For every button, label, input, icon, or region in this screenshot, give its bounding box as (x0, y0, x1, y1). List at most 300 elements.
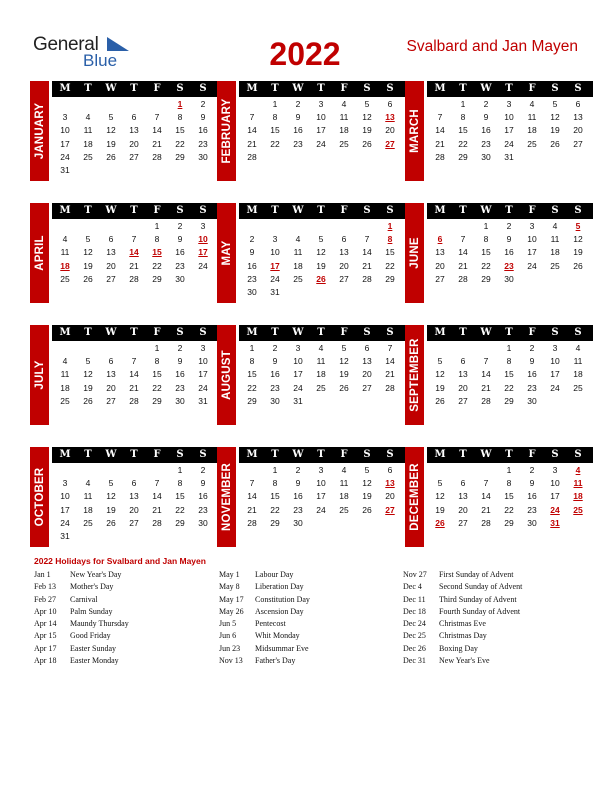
weekday-label: S (199, 83, 207, 94)
day-cell: 4 (552, 221, 558, 231)
weekday-label: F (340, 205, 348, 216)
day-cell: 25 (316, 382, 326, 393)
day-cell: 18 (83, 138, 93, 149)
day-cell: 7 (364, 234, 370, 245)
holiday-day-cell: 10 (198, 234, 208, 245)
weekday-label: F (340, 449, 348, 460)
holiday-day-cell: 15 (152, 247, 162, 258)
weekday-label: W (105, 449, 117, 460)
day-cell: 9 (249, 247, 255, 258)
day-cell: 1 (483, 221, 489, 231)
day-cell: 23 (175, 382, 185, 393)
day-cell: 9 (200, 478, 206, 489)
day-cell: 20 (362, 369, 372, 380)
day-cell: 4 (62, 356, 68, 367)
day-cell: 29 (504, 395, 514, 406)
day-cell: 19 (435, 382, 445, 393)
day-cell: 16 (198, 491, 208, 502)
day-cell: 4 (62, 234, 68, 245)
holiday-name: Father's Day (255, 656, 296, 666)
weekday-header (427, 447, 593, 463)
day-cell: 14 (152, 125, 162, 136)
weekday-label: M (434, 327, 446, 338)
day-cell: 9 (529, 478, 535, 489)
weekday-label: S (176, 327, 184, 338)
day-cell: 10 (293, 356, 303, 367)
day-cell: 10 (198, 356, 208, 367)
holiday-day-cell: 1 (387, 221, 393, 231)
month-label-bar (405, 81, 424, 181)
weekday-label: S (363, 205, 371, 216)
day-cell: 19 (362, 125, 372, 136)
holiday-date: Apr 14 (34, 619, 57, 629)
day-cell: 27 (106, 273, 116, 284)
day-cell: 5 (552, 99, 558, 109)
day-cell: 29 (247, 395, 257, 406)
day-cell: 27 (435, 273, 445, 284)
holiday-name: Constitution Day (255, 594, 310, 604)
day-cell: 21 (129, 382, 139, 393)
day-cell: 20 (106, 382, 116, 393)
holiday-name: Second Sunday of Advent (439, 582, 523, 592)
brand-subname: Blue (83, 51, 118, 70)
weekday-header (239, 447, 405, 463)
holiday-date: Dec 4 (403, 582, 422, 592)
day-cell: 25 (293, 273, 303, 284)
day-cell: 26 (83, 273, 93, 284)
day-cell: 21 (247, 504, 257, 515)
day-cell: 8 (272, 478, 278, 489)
day-cell: 18 (293, 260, 303, 271)
day-cell: 26 (362, 138, 372, 149)
weekday-header (427, 81, 593, 97)
holiday-name: New Year's Eve (439, 656, 490, 666)
day-cell: 3 (272, 234, 278, 245)
day-cell: 16 (270, 369, 280, 380)
holiday-day-cell: 17 (270, 260, 280, 271)
day-cell: 17 (198, 369, 208, 380)
day-cell: 11 (60, 369, 70, 380)
weekday-label: S (574, 449, 582, 460)
day-cell: 20 (129, 504, 139, 515)
day-cell: 31 (60, 165, 70, 175)
holiday-name: Midsummar Eve (255, 643, 309, 653)
day-cell: 30 (175, 273, 185, 284)
day-cell: 8 (506, 478, 512, 489)
day-cell: 15 (458, 125, 468, 136)
month-label-bar (405, 447, 424, 547)
weekday-label: S (551, 83, 559, 94)
weekday-label: S (176, 83, 184, 94)
day-cell: 29 (175, 151, 185, 162)
day-cell: 20 (458, 504, 468, 515)
day-cell: 23 (198, 138, 208, 149)
holiday-date: Nov 13 (219, 656, 243, 666)
weekday-label: W (292, 449, 304, 460)
day-cell: 4 (341, 99, 347, 109)
day-cell: 23 (247, 273, 257, 284)
day-cell: 27 (339, 273, 349, 284)
weekday-label: S (386, 83, 394, 94)
day-cell: 1 (506, 343, 512, 353)
day-cell: 8 (272, 112, 278, 123)
holiday-name: Christmas Day (439, 631, 487, 641)
weekday-label: W (105, 205, 117, 216)
day-cell: 28 (435, 151, 445, 162)
day-cell: 21 (385, 369, 395, 380)
day-cell: 7 (154, 478, 160, 489)
day-cell: 3 (295, 343, 301, 353)
weekday-header (239, 203, 405, 219)
weekday-label: M (434, 449, 446, 460)
day-cell: 27 (458, 395, 468, 406)
day-cell: 28 (362, 273, 372, 284)
day-cell: 22 (152, 382, 162, 393)
weekday-label: S (574, 205, 582, 216)
day-cell: 20 (129, 138, 139, 149)
day-cell: 1 (249, 343, 255, 353)
day-cell: 23 (198, 504, 208, 515)
day-cell: 22 (385, 260, 395, 271)
day-cell: 30 (504, 273, 514, 284)
day-cell: 3 (506, 99, 512, 109)
day-cell: 28 (458, 273, 468, 284)
day-cell: 22 (152, 260, 162, 271)
month-label-bar (217, 81, 236, 181)
day-cell: 13 (458, 369, 468, 380)
day-cell: 25 (550, 260, 560, 271)
holiday-name: Fourth Sunday of Advent (439, 606, 521, 616)
weekday-label: M (59, 83, 71, 94)
day-cell: 11 (573, 356, 583, 367)
day-cell: 15 (175, 491, 185, 502)
day-cell: 23 (527, 504, 537, 515)
weekday-label: F (340, 83, 348, 94)
day-cell: 12 (339, 356, 349, 367)
month-label-bar (217, 447, 236, 547)
weekday-label: T (130, 83, 138, 94)
day-cell: 6 (387, 99, 393, 109)
day-cell: 26 (83, 395, 93, 406)
day-cell: 16 (293, 125, 303, 136)
holiday-name: Maundy Thursday (70, 619, 129, 629)
day-cell: 24 (316, 504, 326, 515)
day-cell: 21 (435, 138, 445, 149)
day-cell: 15 (385, 247, 395, 258)
day-cell: 19 (339, 369, 349, 380)
day-cell: 7 (387, 343, 393, 353)
weekday-label: S (199, 327, 207, 338)
day-cell: 29 (504, 517, 514, 528)
day-cell: 27 (106, 395, 116, 406)
day-cell: 20 (106, 260, 116, 271)
day-cell: 11 (83, 491, 93, 502)
holiday-date: May 8 (219, 582, 240, 592)
day-cell: 12 (362, 112, 372, 123)
weekday-label: S (363, 83, 371, 94)
day-cell: 12 (83, 247, 93, 258)
weekday-label: S (574, 327, 582, 338)
day-cell: 7 (249, 478, 255, 489)
weekday-label: T (130, 449, 138, 460)
day-cell: 29 (175, 517, 185, 528)
day-cell: 6 (575, 99, 581, 109)
day-cell: 25 (573, 382, 583, 393)
day-cell: 28 (129, 273, 139, 284)
day-cell: 12 (83, 369, 93, 380)
day-cell: 3 (552, 343, 558, 353)
day-cell: 7 (483, 356, 489, 367)
day-cell: 3 (62, 112, 68, 123)
day-cell: 17 (60, 504, 70, 515)
day-cell: 10 (316, 478, 326, 489)
weekday-label: F (153, 83, 161, 94)
holiday-date: Dec 31 (403, 656, 426, 666)
day-cell: 21 (129, 260, 139, 271)
day-cell: 3 (200, 221, 206, 231)
weekday-label: T (84, 83, 92, 94)
day-cell: 25 (60, 273, 70, 284)
month-label-bar (30, 203, 49, 303)
month-october (30, 447, 218, 547)
holiday-name: Pentecost (255, 619, 286, 629)
flag-icon (105, 36, 131, 52)
day-cell: 21 (247, 138, 257, 149)
day-cell: 28 (385, 382, 395, 393)
day-cell: 17 (550, 369, 560, 380)
weekday-label: T (505, 205, 513, 216)
weekday-label: T (317, 83, 325, 94)
month-name: AUGUST (220, 350, 233, 400)
holiday-name: Easter Sunday (70, 643, 116, 653)
holiday-name: Labour Day (255, 570, 294, 579)
holiday-date: Jan 1 (34, 570, 51, 579)
holiday-day-cell: 31 (550, 517, 560, 528)
day-cell: 5 (341, 343, 347, 353)
weekday-label: W (480, 205, 492, 216)
day-cell: 8 (154, 234, 160, 245)
day-cell: 12 (362, 478, 372, 489)
month-label-bar (405, 325, 424, 425)
holiday-date: Apr 15 (34, 631, 57, 641)
holiday-date: May 17 (219, 594, 244, 604)
holiday-date: Dec 18 (403, 606, 426, 616)
day-cell: 1 (177, 465, 183, 475)
day-cell: 23 (527, 382, 537, 393)
day-cell: 10 (60, 125, 70, 136)
day-cell: 28 (247, 517, 257, 528)
day-cell: 10 (550, 478, 560, 489)
day-cell: 24 (504, 138, 514, 149)
month-label-bar (217, 203, 236, 303)
day-cell: 15 (152, 369, 162, 380)
day-cell: 14 (458, 247, 468, 258)
day-cell: 21 (481, 504, 491, 515)
holiday-name: Third Sunday of Advent (439, 594, 517, 604)
day-cell: 17 (550, 491, 560, 502)
holiday-day-cell: 17 (198, 247, 208, 258)
day-cell: 6 (108, 234, 114, 245)
day-cell: 23 (175, 260, 185, 271)
day-cell: 22 (270, 504, 280, 515)
holiday-day-cell: 13 (385, 112, 395, 123)
day-cell: 15 (247, 369, 257, 380)
holiday-day-cell: 23 (504, 260, 514, 271)
day-cell: 29 (270, 517, 280, 528)
day-cell: 19 (362, 491, 372, 502)
day-cell: 3 (62, 478, 68, 489)
holiday-day-cell: 13 (385, 478, 395, 489)
month-august (217, 325, 405, 425)
day-cell: 31 (198, 395, 208, 406)
day-cell: 28 (481, 517, 491, 528)
day-cell: 13 (129, 491, 139, 502)
day-cell: 7 (131, 234, 137, 245)
holiday-day-cell: 26 (316, 273, 326, 284)
weekday-label: W (480, 449, 492, 460)
day-cell: 20 (339, 260, 349, 271)
day-cell: 4 (85, 112, 91, 123)
holiday-day-cell: 26 (435, 517, 445, 528)
day-cell: 4 (529, 99, 535, 109)
day-cell: 27 (129, 517, 139, 528)
day-cell: 22 (270, 138, 280, 149)
day-cell: 5 (437, 478, 443, 489)
day-cell: 20 (385, 491, 395, 502)
day-cell: 24 (316, 138, 326, 149)
day-cell: 5 (364, 465, 370, 475)
day-cell: 19 (106, 138, 116, 149)
day-cell: 23 (481, 138, 491, 149)
holiday-date: May 1 (219, 570, 240, 579)
day-cell: 14 (247, 491, 257, 502)
day-cell: 8 (506, 356, 512, 367)
day-cell: 20 (385, 125, 395, 136)
holiday-date: Apr 10 (34, 606, 57, 616)
day-cell: 2 (529, 465, 535, 475)
holiday-date: Dec 26 (403, 643, 426, 653)
month-name: JULY (33, 360, 46, 390)
weekday-label: T (84, 205, 92, 216)
day-cell: 2 (506, 221, 512, 231)
holiday-name: First Sunday of Advent (439, 570, 514, 579)
day-cell: 18 (527, 125, 537, 136)
day-cell: 13 (573, 112, 583, 123)
weekday-label: T (84, 449, 92, 460)
weekday-label: W (292, 327, 304, 338)
day-cell: 16 (527, 369, 537, 380)
weekday-header (52, 81, 218, 97)
day-cell: 24 (293, 382, 303, 393)
day-cell: 15 (504, 491, 514, 502)
day-cell: 15 (481, 247, 491, 258)
holiday-day-cell: 6 (437, 234, 443, 245)
day-cell: 15 (175, 125, 185, 136)
holiday-name: Boxing Day (439, 643, 478, 653)
day-cell: 1 (272, 99, 278, 109)
weekday-label: S (551, 205, 559, 216)
day-cell: 27 (458, 517, 468, 528)
day-cell: 18 (83, 504, 93, 515)
day-cell: 19 (316, 260, 326, 271)
day-cell: 13 (106, 369, 116, 380)
brand-name: General (33, 34, 99, 55)
holiday-day-cell: 18 (60, 260, 70, 271)
day-cell: 2 (177, 221, 183, 231)
day-cell: 22 (504, 504, 514, 515)
month-name: NOVEMBER (220, 462, 233, 532)
day-cell: 4 (575, 343, 581, 353)
country-name: Svalbard and Jan Mayen (406, 38, 578, 55)
day-cell: 15 (504, 369, 514, 380)
day-cell: 14 (435, 125, 445, 136)
day-cell: 16 (175, 369, 185, 380)
day-cell: 18 (60, 382, 70, 393)
day-cell: 18 (573, 369, 583, 380)
holiday-date: Jun 6 (219, 631, 237, 641)
weekday-label: W (480, 83, 492, 94)
day-cell: 19 (550, 125, 560, 136)
day-cell: 16 (198, 125, 208, 136)
day-cell: 8 (177, 112, 183, 123)
day-cell: 25 (60, 395, 70, 406)
weekday-label: W (292, 205, 304, 216)
weekday-label: F (528, 327, 536, 338)
day-cell: 11 (316, 356, 326, 367)
day-cell: 30 (293, 517, 303, 528)
day-cell: 7 (483, 478, 489, 489)
weekday-label: S (176, 449, 184, 460)
day-cell: 25 (339, 504, 349, 515)
month-september (405, 325, 593, 425)
day-cell: 12 (435, 491, 445, 502)
weekday-header (239, 325, 405, 341)
holiday-name: Good Friday (70, 631, 111, 641)
day-cell: 18 (339, 491, 349, 502)
day-cell: 31 (270, 287, 280, 297)
weekday-label: F (153, 205, 161, 216)
day-cell: 17 (527, 247, 537, 258)
day-cell: 17 (316, 125, 326, 136)
holiday-day-cell: 14 (129, 247, 139, 258)
weekday-label: W (292, 83, 304, 94)
day-cell: 17 (293, 369, 303, 380)
day-cell: 30 (527, 517, 537, 528)
day-cell: 19 (83, 260, 93, 271)
day-cell: 15 (270, 125, 280, 136)
month-december (405, 447, 593, 547)
day-cell: 1 (272, 465, 278, 475)
weekday-label: T (317, 327, 325, 338)
day-cell: 22 (481, 260, 491, 271)
day-cell: 16 (504, 247, 514, 258)
day-cell: 3 (318, 465, 324, 475)
day-cell: 28 (152, 517, 162, 528)
day-cell: 10 (270, 247, 280, 258)
holiday-name: Easter Monday (70, 656, 119, 666)
day-cell: 13 (458, 491, 468, 502)
day-cell: 30 (481, 151, 491, 162)
day-cell: 22 (247, 382, 257, 393)
day-cell: 20 (435, 260, 445, 271)
day-cell: 24 (550, 382, 560, 393)
day-cell: 21 (152, 504, 162, 515)
month-name: MAY (220, 240, 233, 266)
weekday-label: M (434, 83, 446, 94)
day-cell: 4 (318, 343, 324, 353)
day-cell: 28 (247, 151, 257, 162)
day-cell: 5 (85, 356, 91, 367)
